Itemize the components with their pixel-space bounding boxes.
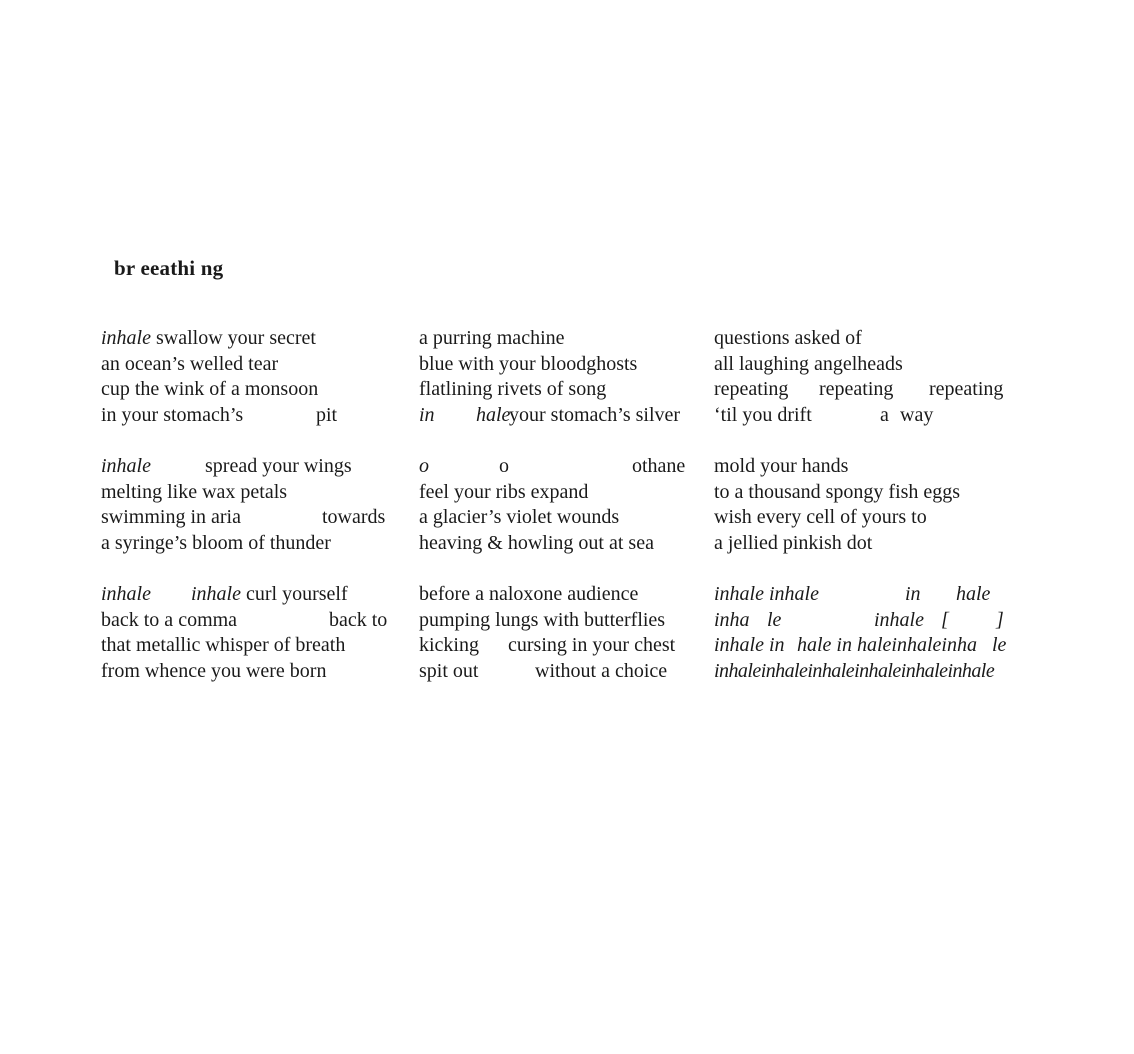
verse-line bbox=[714, 377, 1004, 403]
stanza-1 bbox=[101, 326, 345, 428]
verse-segment: ‘til you drift bbox=[714, 403, 812, 426]
verse-line bbox=[101, 505, 386, 531]
verse-segment: inhale bbox=[101, 582, 151, 605]
poem-column-2 bbox=[419, 326, 686, 684]
verse-line bbox=[101, 403, 345, 429]
verse-line bbox=[419, 659, 668, 685]
verse-line: mold your hands bbox=[714, 454, 849, 477]
verse-segment: in your stomach’s bbox=[101, 403, 244, 426]
verse-line: cup the wink of a monsoon bbox=[101, 378, 319, 401]
verse-segment: in bbox=[905, 582, 921, 605]
stanza-1 bbox=[714, 326, 1004, 428]
verse-line: to a thousand spongy fish eggs bbox=[714, 480, 961, 503]
verse-segment: repeating bbox=[929, 378, 1004, 401]
verse-line bbox=[101, 608, 388, 634]
verse-line bbox=[714, 582, 994, 608]
verse-line: a jellied pinkish dot bbox=[714, 531, 873, 554]
verse-segment: repeating bbox=[819, 378, 894, 401]
verse-line: flatlining rivets of song bbox=[419, 378, 607, 401]
verse-line: pumping lungs with butterflies bbox=[419, 608, 666, 631]
verse-segment: othane bbox=[632, 454, 686, 477]
verse-segment: inhale in bbox=[714, 634, 785, 657]
verse-line bbox=[419, 633, 676, 659]
verse-segment: o bbox=[419, 454, 429, 477]
stanza-3 bbox=[714, 582, 1007, 684]
verse-segment: kicking bbox=[419, 634, 479, 657]
verse-segment: hale bbox=[956, 582, 991, 605]
verse-segment: cursing in your chest bbox=[508, 634, 676, 657]
verse-segment: ] bbox=[996, 608, 1004, 631]
verse-segment: without a choice bbox=[535, 659, 668, 682]
verse-segment: le bbox=[992, 634, 1007, 657]
verse-segment: o bbox=[499, 454, 509, 477]
verse-segment: inha bbox=[714, 608, 750, 631]
stanza-2 bbox=[101, 454, 386, 556]
verse-segment: curl yourself bbox=[246, 582, 348, 605]
verse-line: that metallic whisper of breath bbox=[101, 634, 346, 657]
verse-segment: back to a comma bbox=[101, 608, 238, 631]
verse-segment: inhale inhale bbox=[714, 582, 819, 605]
stanza-2 bbox=[419, 454, 686, 556]
verse-segment: spread your wings bbox=[205, 454, 352, 477]
verse-line: wish every cell of yours to bbox=[714, 506, 927, 529]
verse-line: feel your ribs expand bbox=[419, 480, 589, 503]
verse-segment: hale in haleinhaleinha bbox=[797, 634, 977, 657]
verse-line bbox=[714, 403, 994, 429]
stanza-1 bbox=[419, 326, 681, 428]
verse-segment: repeating bbox=[714, 378, 789, 401]
verse-segment: inhale bbox=[191, 582, 241, 605]
verse-line: a glacier’s violet wounds bbox=[419, 506, 620, 529]
verse-segment: hale bbox=[476, 403, 511, 426]
poem-title: br eeathi ng bbox=[114, 256, 224, 280]
verse-line: a purring machine bbox=[419, 327, 565, 349]
verse-line bbox=[419, 403, 681, 429]
verse-segment: inhale bbox=[101, 327, 151, 349]
stanza-3 bbox=[101, 582, 388, 684]
verse-segment: towards bbox=[322, 506, 386, 529]
verse-line bbox=[101, 454, 352, 480]
verse-segment: [ bbox=[941, 608, 949, 631]
verse-line: blue with your bloodghosts bbox=[419, 352, 638, 375]
verse-segment: your stomach’s silver bbox=[509, 403, 681, 426]
verse-segment: swimming in aria bbox=[101, 506, 241, 529]
verse-segment: a bbox=[880, 403, 889, 426]
verse-line bbox=[419, 454, 686, 480]
verse-line: melting like wax petals bbox=[101, 480, 288, 503]
verse-line: a syringe’s bloom of thunder bbox=[101, 531, 331, 554]
verse-line bbox=[101, 326, 345, 352]
poem-column-1 bbox=[101, 326, 388, 684]
verse-segment: inhale bbox=[874, 608, 924, 631]
verse-segment: spit out bbox=[419, 659, 479, 682]
poem-column-3 bbox=[714, 326, 1007, 684]
stanza-3 bbox=[419, 582, 676, 684]
verse-line bbox=[714, 608, 1004, 634]
stanza-2 bbox=[714, 454, 994, 556]
verse-line: questions asked of bbox=[714, 327, 862, 349]
verse-line bbox=[714, 633, 1007, 659]
verse-segment: inhale bbox=[101, 454, 151, 477]
verse-line: inhaleinhaleinhaleinhaleinhaleinhale bbox=[714, 659, 995, 682]
verse-segment: in bbox=[419, 403, 435, 426]
verse-line: all laughing angelheads bbox=[714, 352, 903, 375]
verse-segment: swallow your secret bbox=[156, 327, 316, 349]
verse-line: from whence you were born bbox=[101, 659, 327, 682]
verse-line: an ocean’s welled tear bbox=[101, 352, 279, 375]
verse-line bbox=[101, 582, 348, 608]
verse-line: before a naloxone audience bbox=[419, 582, 639, 605]
verse-segment: way bbox=[900, 403, 934, 426]
verse-segment: back to bbox=[329, 608, 388, 631]
verse-segment: pit bbox=[316, 403, 338, 426]
verse-line: heaving & howling out at sea bbox=[419, 531, 654, 554]
verse-segment: le bbox=[767, 608, 782, 631]
